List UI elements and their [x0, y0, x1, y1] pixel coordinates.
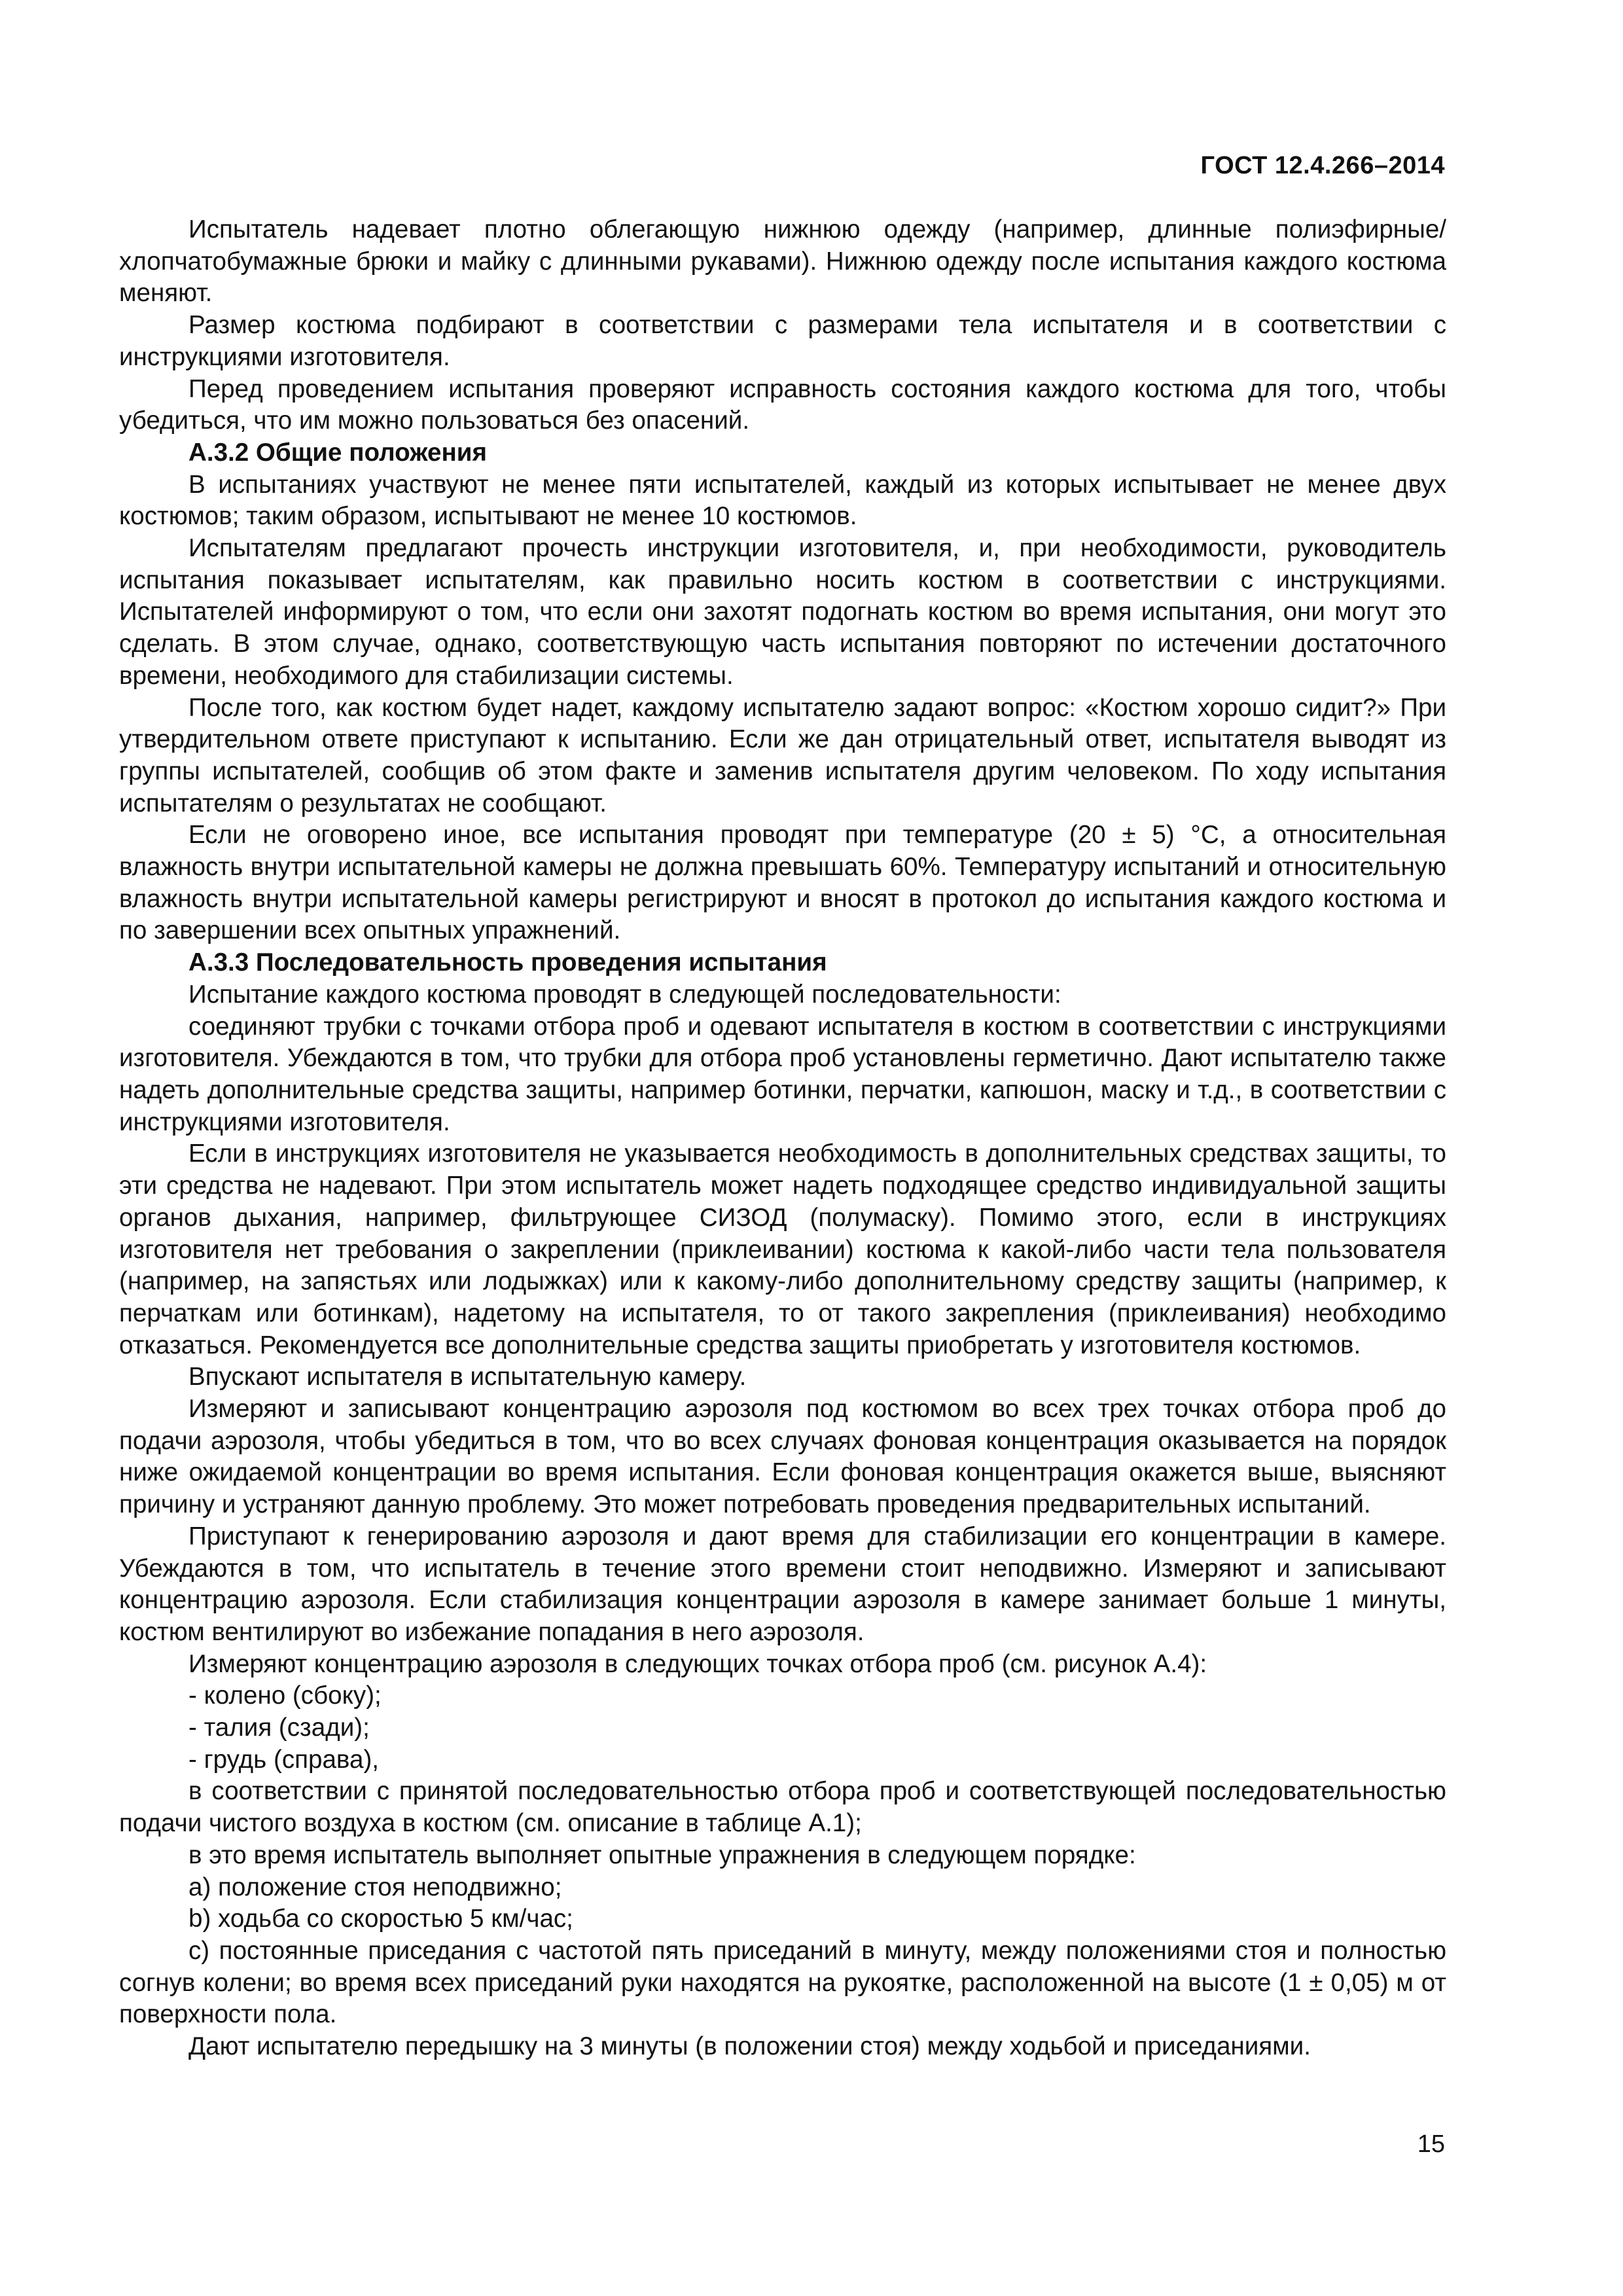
- paragraph: c) постоянные приседания с частотой пять приседаний в минуту, между положениями стоя и полностью согнув колени; во время всех приседаний руки находятся на рукоятке, расположенной на высоте (1 ± 0,05) м от поверхности пола.: [119, 1936, 1446, 2029]
- list-item: - талия (сзади);: [188, 1713, 370, 1742]
- list-item: - колено (сбоку);: [188, 1681, 382, 1710]
- section-heading: А.3.2 Общие положения: [188, 438, 487, 467]
- list-item: - грудь (справа),: [188, 1745, 380, 1774]
- paragraph: Размер костюма подбирают в соответствии с размерами тела испытателя и в соответствии с инструкциями изготовителя.: [119, 311, 1446, 371]
- paragraph: Перед проведением испытания проверяют исправность состояния каждого костюма для того, чтобы убедиться, что им можно пользоваться без опасений.: [119, 374, 1446, 435]
- list-item: b) ходьба со скоростью 5 км/час;: [188, 1905, 573, 1933]
- document-body: [119, 214, 1446, 2063]
- paragraph: Приступают к генерированию аэрозоля и дают время для стабилизации его концентрации в камере. Убеждаются в том, что испытатель в течение этого времени стоит неподвижно. Измеряют и записывают концентрацию аэрозоля. Если стабилизация концентрации аэрозоля в камере занимает больше 1 минуты, костюм вентилируют во избежание попадания в него аэрозоля.: [119, 1522, 1446, 1646]
- paragraph: Впускают испытателя в испытательную камеру.: [188, 1363, 747, 1391]
- list-item: a) положение стоя неподвижно;: [188, 1873, 562, 1901]
- standard-header: ГОСТ 12.4.266–2014: [1200, 152, 1445, 179]
- paragraph: Измеряют и записывают концентрацию аэрозоля под костюмом во всех трех точках отбора проб до подачи аэрозоля, чтобы убедиться в том, что во всех случаях фоновая концентрация оказывается на порядок ниже ожидаемой концентрации во время испытания. Если фоновая концентрация окажется выше, выясняют причину и устраняют данную проблему. Это может потребовать проведения предварительных испытаний.: [119, 1395, 1446, 1519]
- page-number: 15: [1417, 2130, 1445, 2158]
- list-item: Дают испытателю передышку на 3 минуты (в положении стоя) между ходьбой и приседаниями.: [188, 2032, 1311, 2061]
- paragraph: В испытаниях участвуют не менее пяти испытателей, каждый из которых испытывает не менее двух костюмов; таким образом, испытывают не менее 10 костюмов.: [119, 470, 1446, 531]
- paragraph: соединяют трубки с точками отбора проб и одевают испытателя в костюм в соответствии с инструкциями изготовителя. Убеждаются в том, что трубки для отбора проб установлены герметично. Дают испытателю также надеть дополнительные средства защиты, например ботинки, перчатки, капюшон, маску и т.д., в соответствии с инструкциями изготовителя.: [119, 1012, 1446, 1136]
- list-item: в это время испытатель выполняет опытные упражнения в следующем порядке:: [188, 1840, 1136, 1869]
- paragraph: Если в инструкциях изготовителя не указывается необходимость в дополнительных средствах защиты, то эти средства не надевают. При этом испытатель может надеть подходящее средство индивидуальной защиты органов дыхания, например, фильтрующее СИЗОД (полумаску). Помимо этого, если в инструкциях изготовителя нет требования о закреплении (приклеивании) костюма к какой-либо части тела пользователя (например, на запястьях или лодыжках) или к какому-либо дополнительному средству защиты (например, к перчаткам или ботинкам), надетому на испытателя, то от такого закрепления (приклеивания) необходимо отказаться. Рекомендуется все дополнительные средства защиты приобретать у изготовителя костюмов.: [119, 1139, 1446, 1359]
- paragraph: Испытание каждого костюма проводят в следующей последовательности:: [188, 980, 1061, 1009]
- paragraph: Испытателям предлагают прочесть инструкции изготовителя, и, при необходимости, руководитель испытания показывает испытателям, как правильно носить костюм в соответствии с инструкциями. Испытателей информируют о том, что если они захотят подогнать костюм во время испытания, они могут это сделать. В этом случае, однако, соответствующую часть испытания повторяют по истечении достаточного времени, необходимого для стабилизации системы.: [119, 534, 1446, 690]
- section-heading: А.3.3 Последовательность проведения испытания: [188, 948, 827, 977]
- paragraph: После того, как костюм будет надет, каждому испытателю задают вопрос: «Костюм хорошо сидит?» При утвердительном ответе приступают к испытанию. Если же дан отрицательный ответ, испытателя выводят из группы испытателей, сообщив об этом факте и заменив испытателя другим человеком. По ходу испытания испытателям о результатах не сообщают.: [119, 693, 1446, 817]
- paragraph: Если не оговорено иное, все испытания проводят при температуре (20 ± 5) °С, а относительная влажность внутри испытательной камеры не должна превышать 60%. Температуру испытаний и относительную влажность внутри испытательной камеры регистрируют и вносят в протокол до испытания каждого костюма и по завершении всех опытных упражнений.: [119, 821, 1446, 945]
- paragraph: Измеряют концентрацию аэрозоля в следующих точках отбора проб (см. рисунок А.4):: [188, 1649, 1207, 1678]
- paragraph: Испытатель надевает плотно облегающую нижнюю одежду (например, длинные полиэфирные/хлопчатобумажные брюки и майку с длинными рукавами). Нижнюю одежду после испытания каждого костюма меняют.: [119, 215, 1446, 308]
- paragraph: в соответствии с принятой последовательностью отбора проб и соответствующей последовательностью подачи чистого воздуха в костюм (см. описание в таблице А.1);: [119, 1777, 1446, 1838]
